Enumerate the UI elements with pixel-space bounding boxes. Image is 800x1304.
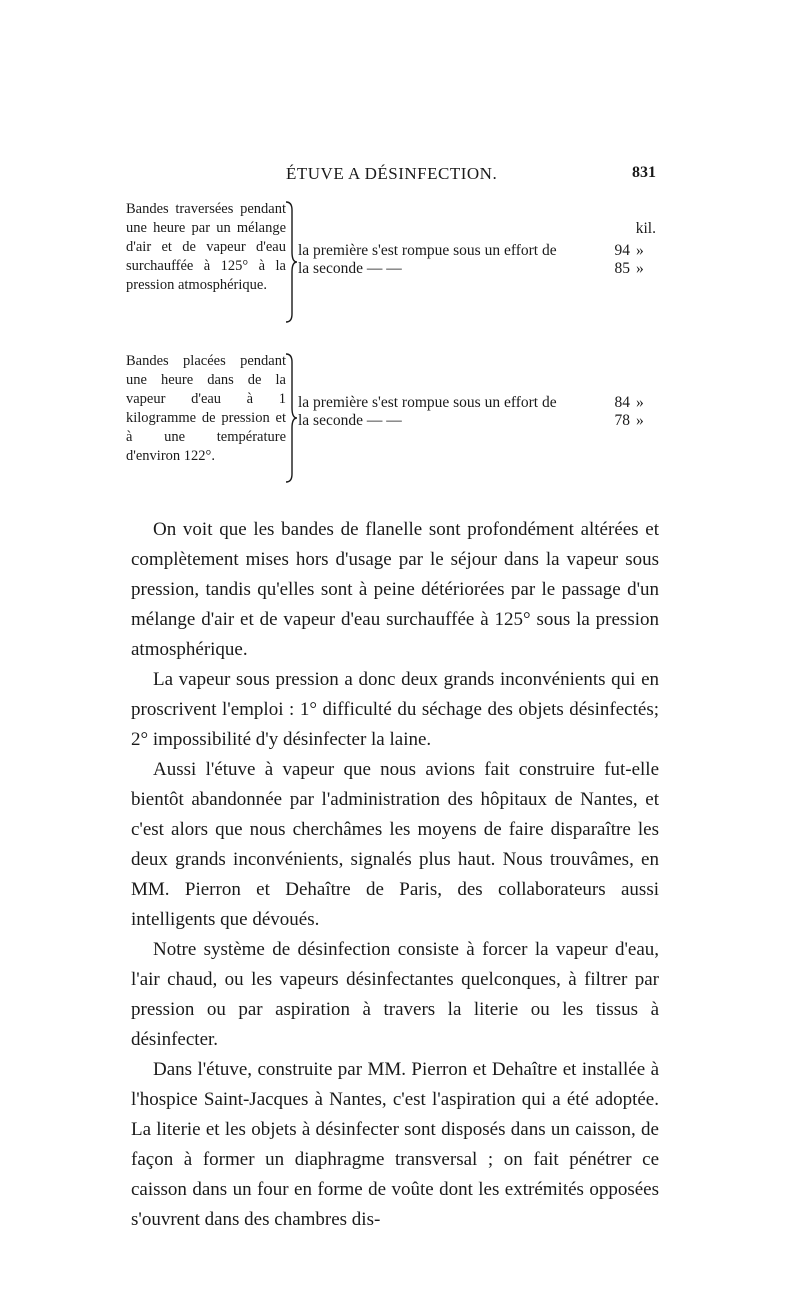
result-text: la seconde — — [298, 412, 402, 429]
paragraph: Aussi l'étuve à vapeur que nous avions fait construire fut-elle bientôt abandonnée par l'administration des hôpitaux de Nantes, et c'est alors que nous cherchâmes les moyens de faire disparaître les deux grands inconvénients, signalés plus haut. Nous trouvâmes, en MM. Pierron et Dehaître de Paris, des collaborateurs aussi intelligents que dévoués. [131, 759, 659, 930]
result-text: la première s'est rompue sous un effort de [298, 394, 557, 411]
result-text: la première s'est rompue sous un effort de [298, 242, 557, 259]
ditto-mark: » [636, 412, 644, 429]
result-row [298, 258, 656, 280]
paragraph: La vapeur sous pression a donc deux grands inconvénients qui en proscrivent l'emploi : 1° difficulté du séchage des objets désinfectés; 2° impossibilité d'y désinfecter la laine. [131, 669, 659, 750]
ditto-mark: » [636, 394, 644, 411]
brace-icon [284, 200, 298, 324]
brace-icon [284, 352, 298, 484]
paragraph: On voit que les bandes de flanelle sont profondément altérées et complètement mises hors d'usage par le séjour dans la vapeur sous pression, tandis qu'elles sont à peine détériorées par le passage d'un mélange d'air et de vapeur d'eau surchauffée à 125° sous la pression atmosphérique. [131, 519, 659, 660]
result-row [298, 410, 656, 432]
body-text [131, 515, 659, 1235]
ditto-mark: » [636, 242, 644, 259]
paragraph: Notre système de désinfection consiste à forcer la vapeur d'eau, l'air chaud, ou les vapeurs désinfectantes quelconques, à filtrer par pression ou par aspiration à travers la literie ou les tissus à désinfecter. [131, 939, 659, 1050]
results [298, 218, 656, 280]
result-value: 85 [614, 260, 630, 277]
test-block-2 [126, 352, 656, 487]
unit-label: kil. [635, 220, 656, 237]
block-label: Bandes traversées pendant une heure par un mélange d'air et de vapeur d'eau surchauffée à 125° à la pression atmosphérique. [126, 201, 286, 293]
result-value: 78 [614, 412, 630, 429]
block-label: Bandes placées pendant une heure dans de la vapeur d'eau à 1 kilogramme de pression et à une température d'environ 122°. [126, 353, 286, 464]
page-header [126, 164, 656, 188]
results [298, 392, 656, 432]
result-value: 94 [614, 242, 630, 259]
result-value: 84 [614, 394, 630, 411]
page-number: 831 [632, 164, 656, 181]
ditto-mark: » [636, 260, 644, 277]
paragraph: Dans l'étuve, construite par MM. Pierron et Dehaître et installée à l'hospice Saint-Jacques à Nantes, c'est l'aspiration qui a été adoptée. La literie et les objets à désinfecter sont disposés dans un caisson, de façon à former un diaphragme transversal ; on fait pénétrer ce caisson dans un four en forme de voûte dont les extrémités opposées s'ouvrent dans des chambres dis- [131, 1059, 659, 1230]
result-text: la seconde — — [298, 260, 402, 277]
running-title: ÉTUVE A DÉSINFECTION. [286, 164, 498, 183]
test-block-1 [126, 200, 656, 330]
